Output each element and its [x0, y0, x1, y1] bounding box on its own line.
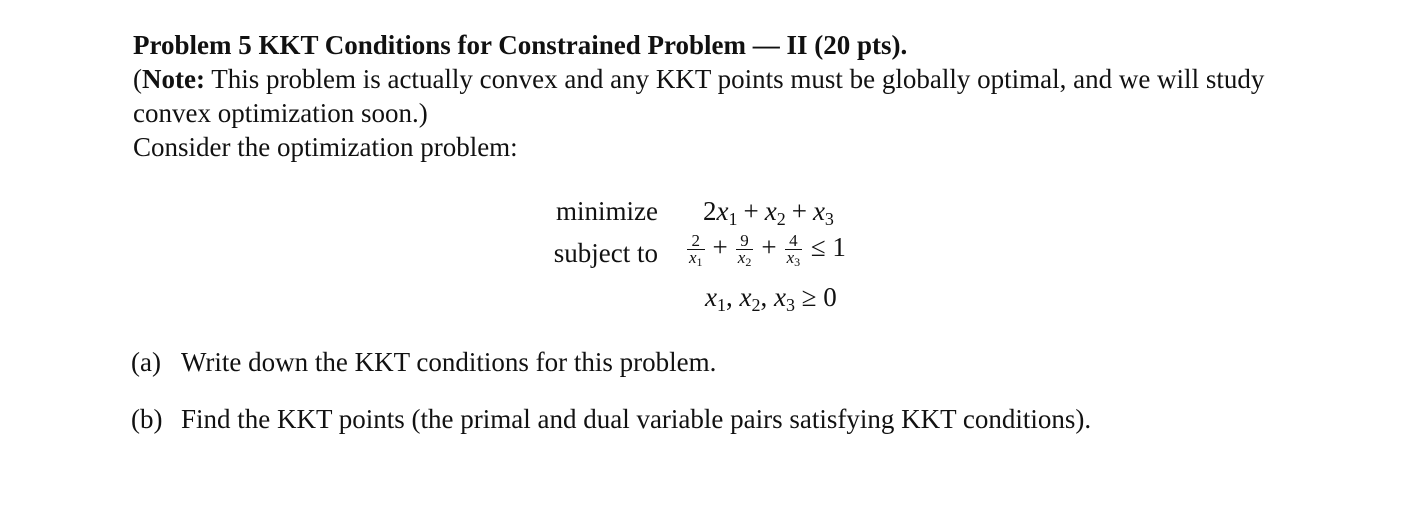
problem-title: Problem 5 KKT Conditions for Constrained Problem — II (20 pts).: [133, 30, 908, 60]
fraction-2: $\frac{9}{x2}$: [737, 230, 752, 269]
problem-intro: Consider the optimization problem:: [133, 132, 518, 162]
part-a: [131, 345, 716, 379]
part-b-text: Find the KKT points (the primal and dual variable pairs satisfying KKT conditions).: [181, 404, 1092, 434]
part-a-text: Write down the KKT conditions for this problem.: [181, 347, 717, 377]
fraction-1: $\frac{2}{x1}$: [689, 230, 703, 269]
note-label: Note:: [142, 64, 205, 94]
objective-label: minimize: [556, 196, 658, 226]
problem-statement: [133, 28, 1333, 164]
constraint-rhs: ≤ 1: [810, 232, 846, 262]
objective-expression: 2x1 + x2 + x3: [703, 196, 834, 229]
constraint-label: subject to: [553, 238, 658, 268]
fraction-3: $\frac{4}{x3}$: [786, 230, 801, 269]
part-a-marker: (a): [131, 347, 161, 377]
note-text: This problem is actually convex and any KKT points must be globally optimal, and we will study convex optimization soon.): [133, 64, 1265, 128]
problem-note: (Note: This problem is actually convex and any KKT points must be globally optimal, and we will study convex optimization soon.): [133, 64, 1265, 128]
part-b-marker: (b): [131, 404, 163, 434]
part-b: [131, 402, 1091, 436]
constraint-expression: $\frac{2}{x1}$ + $\frac{9}{x2}$ + $\frac{4}{x3}$ ≤ 1: [689, 230, 846, 269]
nonnegativity-expression: x1, x2, x3 ≥ 0: [705, 282, 837, 315]
